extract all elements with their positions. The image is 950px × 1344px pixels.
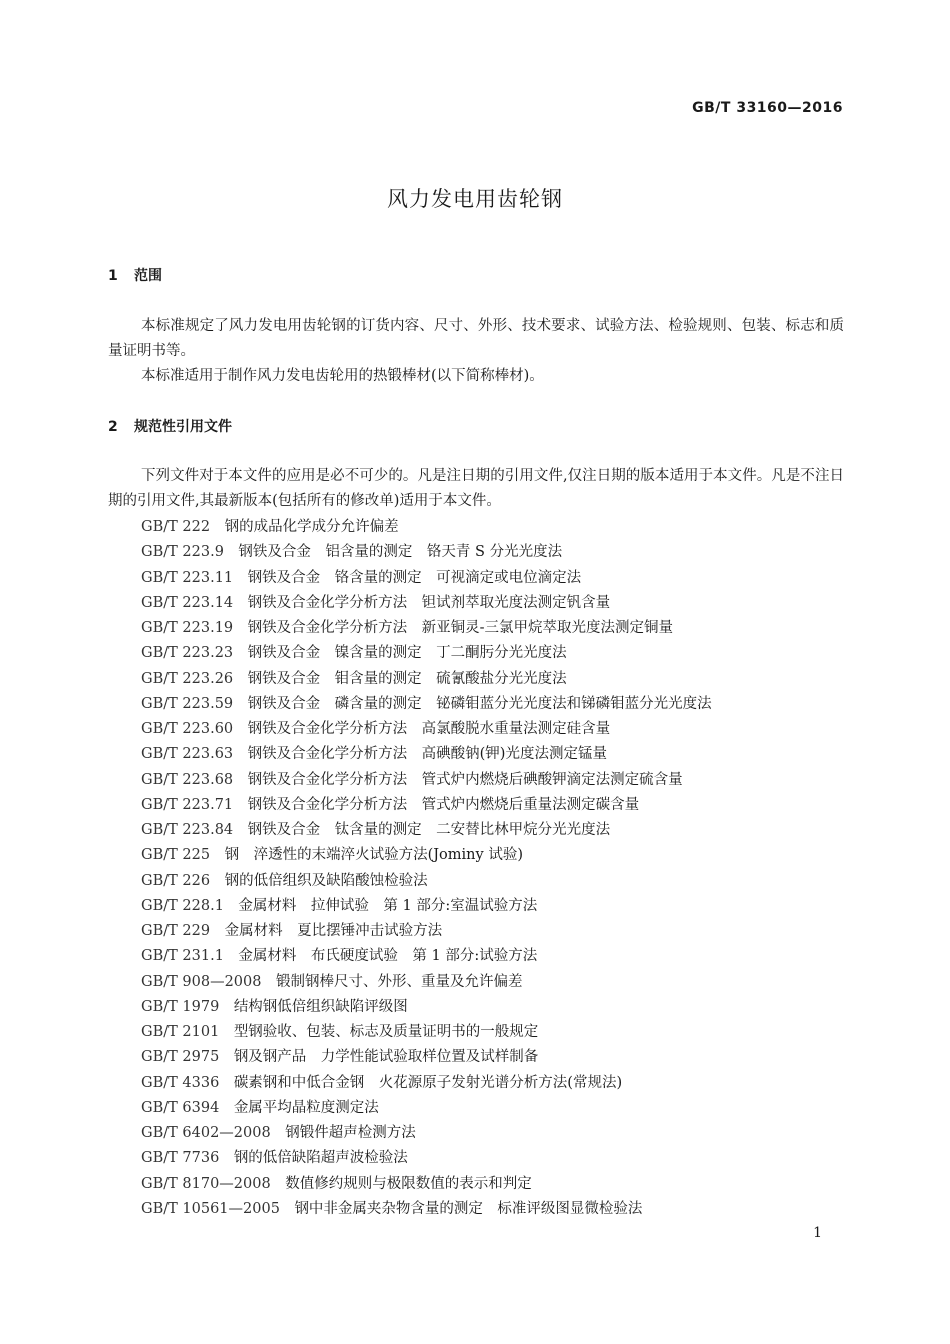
reference-item [141, 894, 712, 919]
scope-paragraph: 本标准规定了风力发电用齿轮钢的订货内容、尺寸、外形、技术要求、试验方法、检验规则、包装、标志和质量证明书等。 [108, 318, 844, 359]
reference-item [141, 1045, 712, 1070]
reference-title: 钢铁及合金 铝含量的测定 铬天青 S 分光光度法 [238, 544, 563, 561]
reference-item [141, 970, 712, 995]
reference-title: 钢的低倍缺陷超声波检验法 [233, 1150, 408, 1167]
standard-number: GB/T 33160—2016 [692, 100, 843, 116]
reference-title: 钢铁及合金 钼含量的测定 硫氰酸盐分光光度法 [247, 670, 567, 687]
reference-item [141, 944, 712, 969]
reference-title: 金属平均晶粒度测定法 [233, 1099, 379, 1116]
reference-code: GB/T 223.84 [141, 822, 234, 838]
reference-code: GB/T 1979 [141, 998, 220, 1015]
reference-title: 钢铁及合金化学分析方法 高氯酸脱水重量法测定硅含量 [247, 721, 611, 737]
reference-title: 钢铁及合金 钛含量的测定 二安替比林甲烷分光光度法 [247, 822, 611, 838]
reference-item [141, 995, 712, 1020]
reference-code: GB/T 226 [141, 872, 211, 889]
reference-title: 钢铁及合金 磷含量的测定 铋磷钼蓝分光光度法和锑磷钼蓝分光光度法 [247, 695, 712, 712]
reference-item [141, 616, 712, 641]
reference-code: GB/T 225 [141, 847, 211, 864]
reference-item [141, 843, 712, 868]
reference-code: GB/T 4336 [141, 1074, 220, 1091]
reference-item [141, 566, 712, 591]
reference-title: 钢 淬透性的末端淬火试验方法(Jominy 试验) [224, 847, 523, 864]
reference-code: GB/T 223.68 [141, 771, 234, 788]
reference-title: 钢铁及合金化学分析方法 钽试剂萃取光度法测定钒含量 [247, 594, 611, 611]
reference-item [141, 818, 712, 843]
reference-code: GB/T 223.59 [141, 695, 234, 712]
reference-code: GB/T 8170—2008 [141, 1175, 271, 1192]
reference-code: GB/T 223.9 [141, 544, 224, 561]
reference-code: GB/T 6402—2008 [141, 1125, 271, 1141]
page-number: 1 [813, 1225, 822, 1241]
reference-title: 金属材料 拉伸试验 第 1 部分:室温试验方法 [238, 897, 538, 914]
document-title: 风力发电用齿轮钢 [387, 187, 563, 211]
reference-item [141, 667, 712, 692]
reference-item [141, 515, 712, 540]
reference-code: GB/T 223.71 [141, 796, 234, 813]
reference-code: GB/T 7736 [141, 1150, 220, 1167]
reference-code: GB/T 6394 [141, 1099, 220, 1116]
reference-title: 锻制钢棒尺寸、外形、重量及允许偏差 [275, 973, 523, 990]
section-number: 2 [108, 419, 118, 435]
reference-code: GB/T 223.19 [141, 620, 234, 636]
reference-code: GB/T 222 [141, 519, 211, 535]
reference-code: GB/T 229 [141, 923, 211, 939]
reference-title: 碳素钢和中低合金钢 火花源原子发射光谱分析方法(常规法) [233, 1074, 623, 1091]
reference-item [141, 1096, 712, 1121]
reference-item [141, 793, 712, 818]
reference-item [141, 641, 712, 666]
reference-code: GB/T 223.23 [141, 645, 234, 662]
reference-item [141, 869, 712, 894]
reference-item [141, 768, 712, 793]
reference-title: 型钢验收、包装、标志及质量证明书的一般规定 [233, 1024, 539, 1040]
reference-code: GB/T 10561—2005 [141, 1200, 280, 1217]
reference-item [141, 1020, 712, 1045]
section-number: 1 [108, 268, 118, 284]
reference-item [141, 1121, 712, 1146]
reference-title: 钢的低倍组织及缺陷酸蚀检验法 [224, 872, 428, 889]
reference-title: 钢及钢产品 力学性能试验取样位置及试样制备 [233, 1049, 539, 1066]
reference-item [141, 717, 712, 742]
reference-code: GB/T 2101 [141, 1024, 220, 1040]
reference-item [141, 1172, 712, 1197]
reference-title: 结构钢低倍组织缺陷评级图 [233, 998, 408, 1015]
reference-item [141, 919, 712, 944]
reference-code: GB/T 223.26 [141, 670, 234, 687]
reference-item [141, 1071, 712, 1096]
reference-code: GB/T 223.14 [141, 594, 234, 611]
reference-list [141, 515, 712, 1222]
reference-item [141, 1197, 712, 1222]
reference-title: 钢铁及合金 铬含量的测定 可视滴定或电位滴定法 [247, 569, 582, 586]
section-title: 范围 [134, 268, 162, 284]
reference-code: GB/T 231.1 [141, 948, 224, 965]
reference-title: 钢的成品化学成分允许偏差 [224, 519, 399, 535]
reference-title: 钢锻件超声检测方法 [285, 1125, 416, 1141]
reference-code: GB/T 223.60 [141, 721, 234, 737]
reference-title: 钢铁及合金化学分析方法 新亚铜灵-三氯甲烷萃取光度法测定铜量 [247, 620, 674, 636]
reference-title: 钢铁及合金化学分析方法 管式炉内燃烧后碘酸钾滴定法测定硫含量 [247, 771, 683, 788]
scope-paragraph: 本标准适用于制作风力发电齿轮用的热锻棒材(以下简称棒材)。 [141, 368, 544, 384]
reference-title: 钢铁及合金化学分析方法 高碘酸钠(钾)光度法测定锰量 [247, 746, 607, 763]
reference-code: GB/T 223.63 [141, 746, 234, 763]
reference-item [141, 591, 712, 616]
reference-item [141, 742, 712, 767]
reference-title: 金属材料 夏比摆锤冲击试验方法 [224, 923, 443, 939]
reference-code: GB/T 2975 [141, 1049, 220, 1066]
reference-title: 钢铁及合金化学分析方法 管式炉内燃烧后重量法测定碳含量 [247, 796, 640, 813]
references-intro-paragraph: 下列文件对于本文件的应用是必不可少的。凡是注日期的引用文件,仅注日期的版本适用于本文件。凡是不注日期的引用文件,其最新版本(包括所有的修改单)适用于本文件。 [108, 468, 844, 509]
reference-title: 钢中非金属夹杂物含量的测定 标准评级图显微检验法 [294, 1200, 643, 1217]
reference-item [141, 1146, 712, 1171]
reference-code: GB/T 908—2008 [141, 973, 262, 990]
reference-code: GB/T 228.1 [141, 897, 224, 914]
reference-item [141, 692, 712, 717]
reference-code: GB/T 223.11 [141, 569, 234, 586]
section-title: 规范性引用文件 [134, 419, 232, 435]
section-heading-normative-references [108, 416, 232, 436]
reference-title: 钢铁及合金 镍含量的测定 丁二酮肟分光光度法 [247, 645, 567, 662]
reference-title: 金属材料 布氏硬度试验 第 1 部分:试验方法 [238, 948, 538, 965]
reference-item [141, 540, 712, 565]
section-heading-scope [108, 265, 162, 285]
reference-title: 数值修约规则与极限数值的表示和判定 [285, 1175, 532, 1192]
